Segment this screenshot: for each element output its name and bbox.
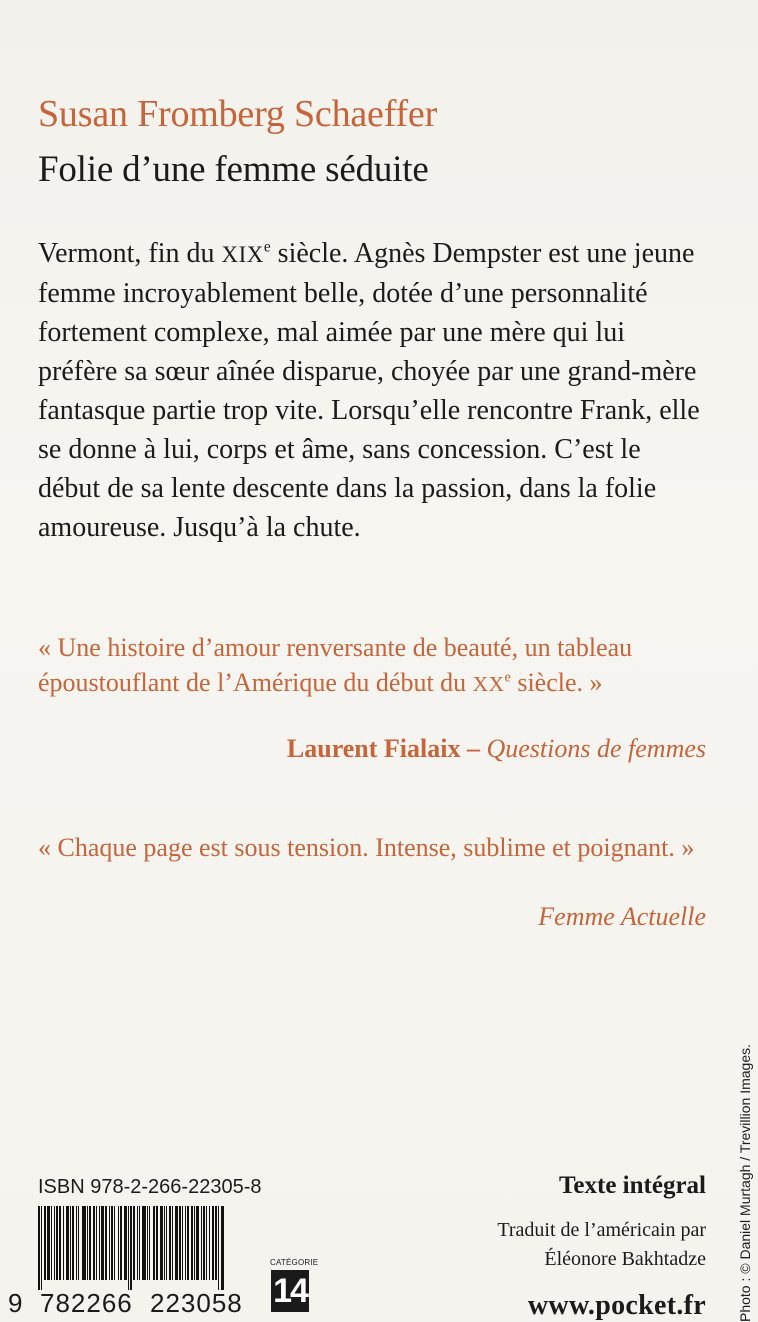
summary-text: [38, 234, 706, 547]
quote-1-source: Questions de femmes: [486, 734, 706, 763]
summary-part-1: Vermont, fin du: [38, 238, 222, 269]
book-title: Folie d’une femme séduite: [38, 149, 429, 190]
category-number: 14: [271, 1270, 309, 1312]
quote-1-century: XX: [472, 672, 505, 696]
translation-line-2: Éléonore Bakhtadze: [544, 1248, 706, 1270]
century-superscript: e: [263, 238, 271, 256]
quote-1-century-superscript: e: [504, 669, 511, 686]
category-label: CATÉGORIE: [270, 1258, 319, 1267]
quote-1-part-a: « Une histoire d’amour renversante de beauté, un tableau époustouflant de l’Amérique du début du: [38, 633, 633, 697]
translation-line-1: Traduit de l’américain par: [497, 1219, 706, 1241]
quote-1-author: Laurent Fialaix: [286, 734, 461, 763]
edition-label: Texte intégral: [559, 1172, 706, 1199]
photo-credit: Photo : © Daniel Murtagh / Trevillion Images.: [737, 1044, 753, 1322]
quote-2-source: Femme Actuelle: [538, 902, 706, 931]
publisher-website: www.pocket.fr: [527, 1290, 706, 1321]
press-attribution-2: [538, 902, 706, 932]
isbn-label: ISBN 978-2-266-22305-8: [38, 1176, 262, 1198]
translation-credit: [497, 1216, 706, 1274]
category-badge: [270, 1258, 319, 1314]
barcode-digits-left: 782266: [40, 1288, 133, 1318]
summary-part-2: siècle. Agnès Dempster est une jeune femme incroyablement belle, dotée d’une personnalité fortement complexe, mal aimée par une mère qui lui préfère sa sœur aînée disparue, choyée par une grand-mère fantasque partie trop vite. Lorsqu’elle rencontre Frank, elle se donne à lui, corps et âme, sans concession. C’est le début de sa lente descente dans la passion, dans la folie amoureuse. Jusqu’à la chute.: [38, 238, 700, 543]
barcode: [34, 1206, 256, 1290]
press-attribution-1: [287, 734, 706, 764]
press-quote-2: « Chaque page est sous tension. Intense, sublime et poignant. »: [38, 833, 695, 862]
barcode-digit-first: 9: [8, 1288, 24, 1318]
press-quote-1: [38, 630, 706, 702]
author-name: Susan Fromberg Schaeffer: [38, 93, 438, 135]
quote-1-part-b: siècle. »: [510, 668, 603, 697]
century-numeral: XIX: [221, 242, 264, 267]
barcode-digits-right: 223058: [150, 1288, 243, 1318]
quote-1-dash: –: [460, 734, 487, 763]
